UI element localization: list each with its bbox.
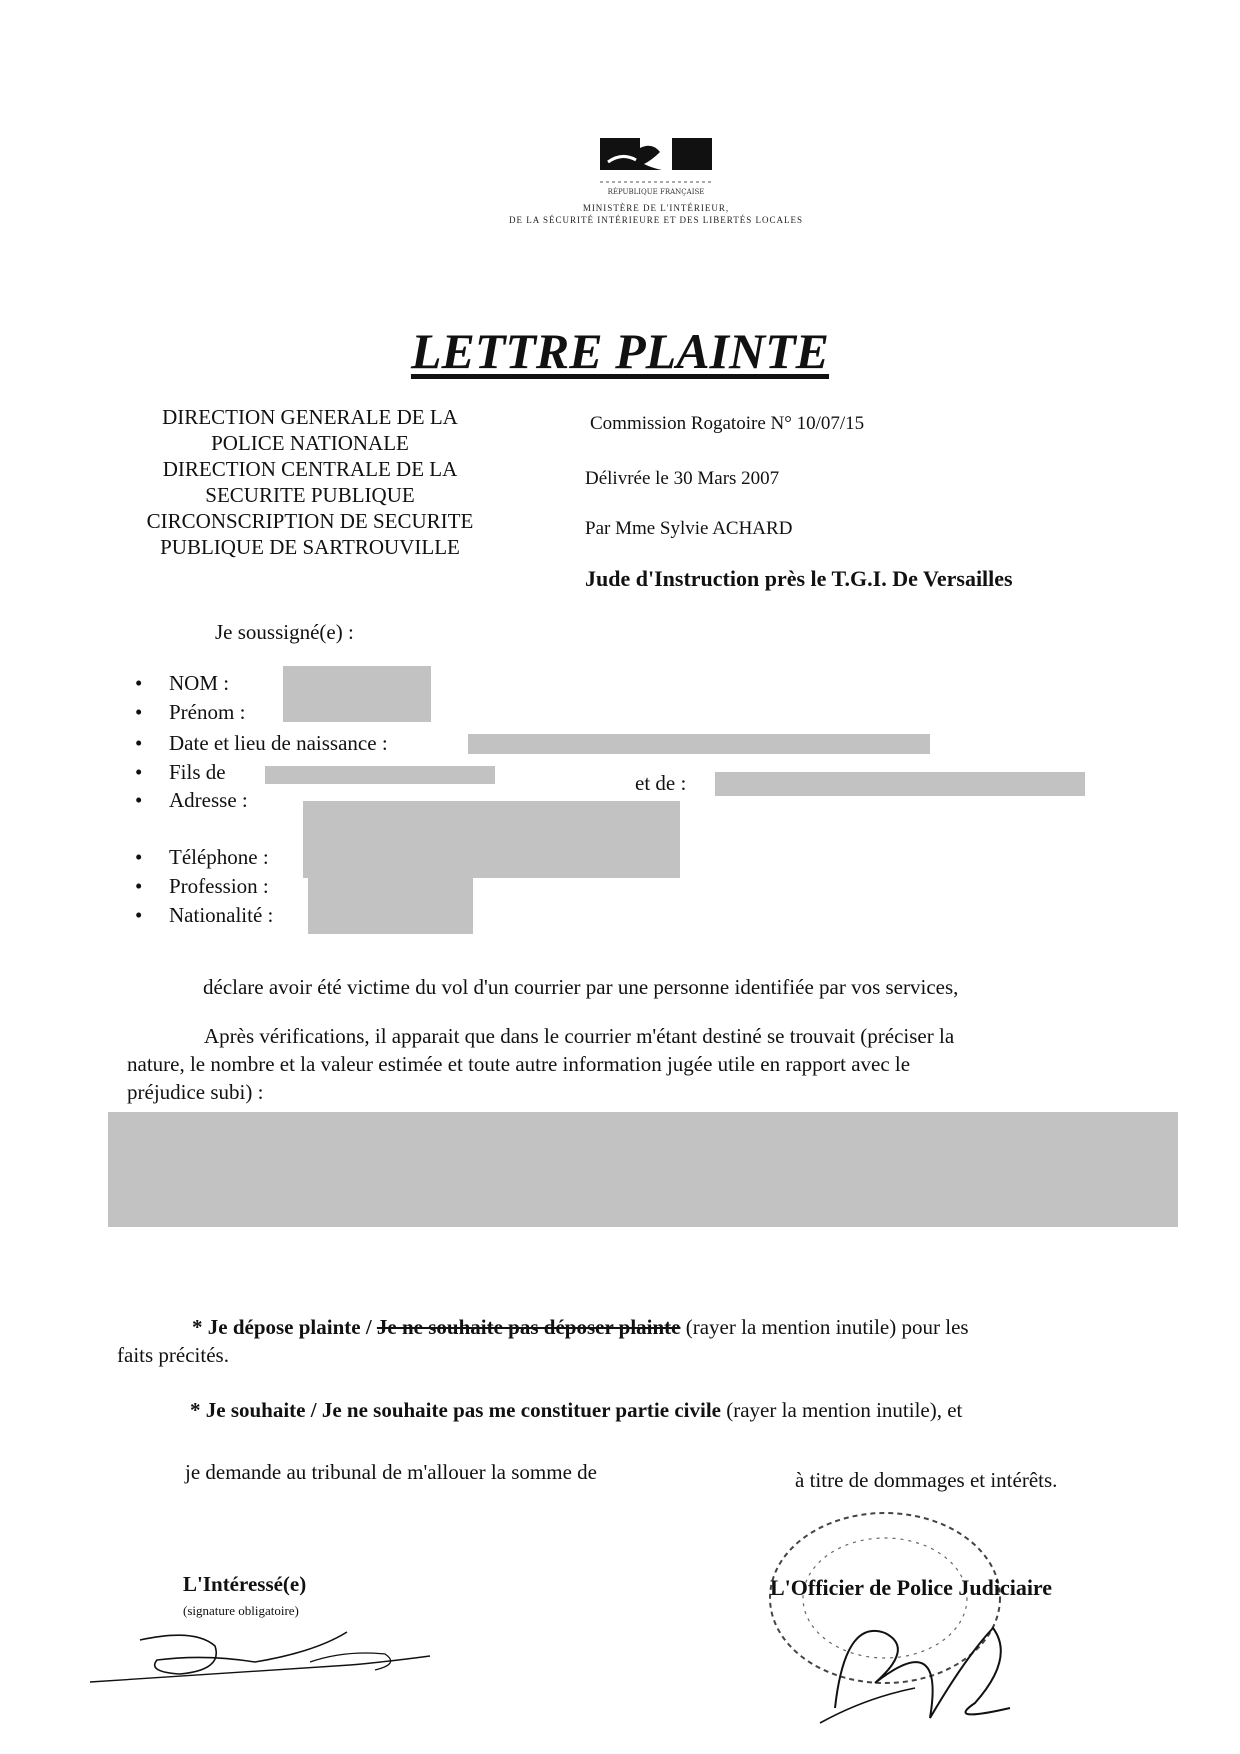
redaction-father	[265, 766, 495, 784]
field-prenom: • Prénom :	[135, 700, 246, 724]
marianne-logo	[600, 138, 712, 198]
civil-choice: * Je souhaite / Je ne souhaite pas me constituer partie civile	[190, 1398, 721, 1422]
page-title: LETTRE PLAINTE	[410, 323, 830, 379]
verification-line: Après vérifications, il apparait que dans le courrier m'étant destiné se trouvait (préciser la	[204, 1024, 955, 1048]
commission-number: Commission Rogatoire N° 10/07/15	[590, 413, 865, 434]
signature-interesse	[85, 1622, 455, 1697]
commission-issued: Délivrée le 30 Mars 2007	[585, 468, 780, 489]
field-label: Adresse :	[169, 788, 248, 812]
complaint-paragraph	[117, 1313, 1117, 1369]
field-adresse: • Adresse :	[135, 788, 248, 812]
department-line: DIRECTION GENERALE DE LA	[162, 405, 458, 429]
signature-note: (signature obligatoire)	[183, 1603, 299, 1618]
field-telephone: • Téléphone :	[135, 845, 269, 869]
field-et-de: et de :	[635, 771, 687, 795]
field-profession: • Profession :	[135, 874, 269, 898]
department-line: SECURITE PUBLIQUE	[205, 483, 415, 507]
department-block	[130, 404, 490, 560]
field-label: Prénom :	[169, 700, 246, 724]
department-line: DIRECTION CENTRALE DE LA	[162, 457, 458, 481]
commission-judge: Jude d'Instruction près le T.G.I. De Versailles	[585, 566, 1013, 591]
intro-text: Je soussigné(e) :	[215, 620, 354, 644]
redaction-name	[283, 666, 431, 722]
redaction-mother	[715, 772, 1085, 796]
field-label: NOM :	[169, 671, 230, 695]
field-label: Profession :	[169, 874, 269, 898]
department-line: POLICE NATIONALE	[211, 431, 409, 455]
department-line: CIRCONSCRIPTION DE SECURITE	[146, 509, 474, 533]
department-line: PUBLIQUE DE SARTROUVILLE	[160, 535, 460, 559]
ministry-line-2: DE LA SÉCURITÉ INTÉRIEURE ET DES LIBERTÉS LOCALES	[508, 215, 804, 225]
field-label: Nationalité :	[169, 903, 274, 927]
field-nom: • NOM :	[135, 671, 230, 695]
civil-instruction: (rayer la mention inutile), et	[726, 1398, 963, 1422]
damages-right: à titre de dommages et intérêts.	[795, 1468, 1058, 1492]
complaint-line-2: faits précités.	[117, 1343, 229, 1367]
damages-left: je demande au tribunal de m'allouer la somme de	[185, 1460, 597, 1484]
redaction-address	[303, 801, 680, 878]
field-label: Fils de	[169, 760, 226, 784]
civil-paragraph	[190, 1396, 962, 1424]
redaction-profession	[308, 878, 473, 934]
verification-line: préjudice subi) :	[127, 1080, 264, 1104]
commission-by: Par Mme Sylvie ACHARD	[585, 518, 793, 539]
redaction-details	[108, 1112, 1178, 1227]
complaint-instruction: (rayer la mention inutile) pour les	[685, 1315, 969, 1339]
field-naissance: • Date et lieu de naissance :	[135, 731, 388, 755]
field-label: Téléphone :	[169, 845, 269, 869]
complaint-choice: * Je dépose plainte /	[192, 1315, 372, 1339]
field-fils-de: • Fils de	[135, 760, 226, 784]
ministry-line-1: MINISTÈRE DE L'INTÉRIEUR,	[582, 203, 730, 213]
redaction-birth	[468, 734, 930, 754]
ministry-text	[470, 202, 842, 226]
logo-republic-text: RÉPUBLIQUE FRANÇAISE	[607, 188, 705, 196]
field-label: Date et lieu de naissance :	[169, 731, 388, 755]
field-nationalite: • Nationalité :	[135, 903, 274, 927]
declaration-text: déclare avoir été victime du vol d'un courrier par une personne identifiée par vos services,	[203, 975, 959, 999]
complaint-struck-option: Je ne souhaite pas déposer plainte	[376, 1315, 681, 1339]
official-stamp	[765, 1508, 1053, 1748]
verification-line: nature, le nombre et la valeur estimée et toute autre information jugée utile en rapport avec le	[127, 1052, 911, 1076]
interesse-label: L'Intéressé(e)	[183, 1572, 307, 1596]
officer-label: L'Officier de Police Judiciaire	[770, 1575, 1053, 1600]
verification-paragraph	[127, 1022, 1127, 1106]
